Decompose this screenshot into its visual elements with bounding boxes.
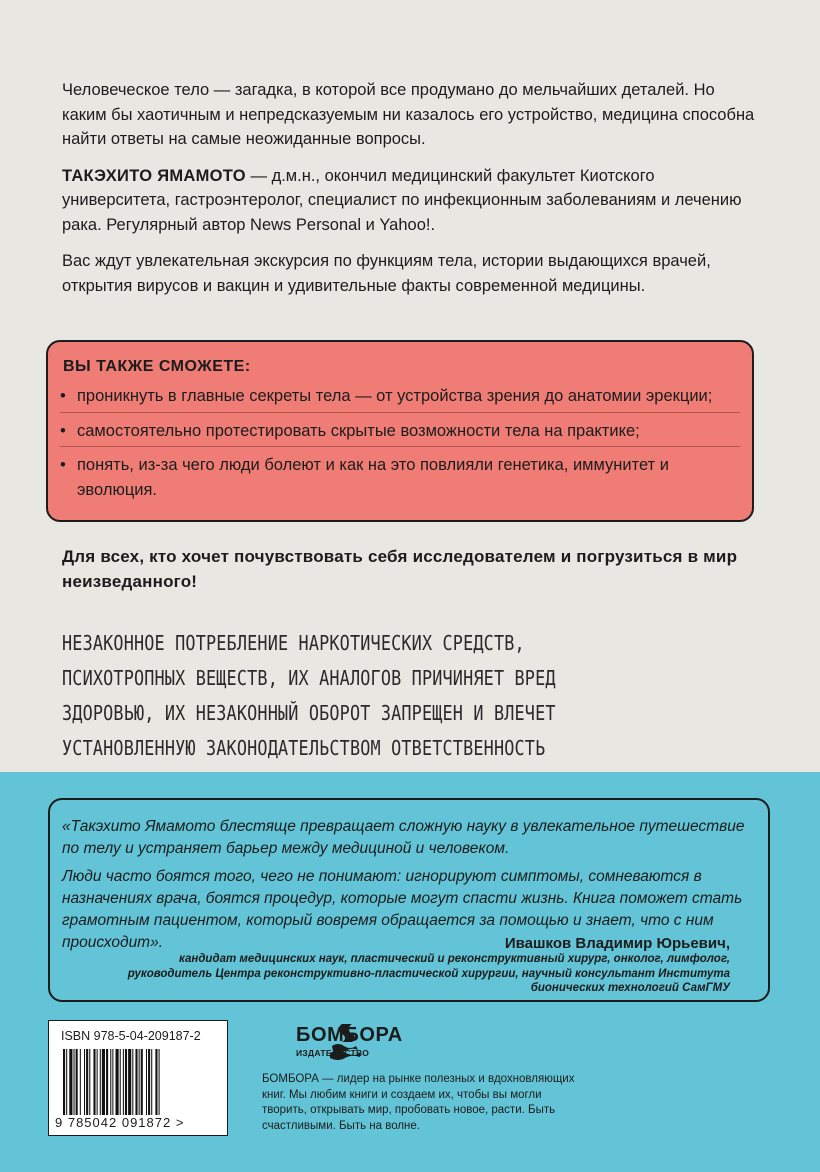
bullet-icon: • (60, 421, 66, 440)
intro-text (62, 78, 762, 310)
publisher-logo-name: БОМБОРА (296, 1024, 403, 1046)
publisher-logo-subtitle: ИЗДАТЕЛЬСТВО (296, 1048, 370, 1058)
list-item-text: проникнуть в главные секреты тела — от устройства зрения до анатомии эрекции; (77, 387, 713, 405)
barcode-box (48, 1020, 228, 1136)
bullet-icon: • (60, 456, 66, 474)
publisher-description: БОМБОРА — лидер на рынке полезных и вдохновляющих книг. Мы любим книги и создаем их, чтобы вы могли творить, открывать мир, пробовать новое, расти. Быть счастливыми. Быть на волне. (262, 1073, 575, 1132)
intro-paragraph-1: Человеческое тело — загадка, в которой все продумано до мельчайших деталей. Но каким бы хаотичным и непредсказуемым ни казалось его устройство, медицина способна найти ответы на самые неожиданные вопросы. (62, 81, 755, 148)
features-list (60, 384, 740, 505)
list-item (60, 446, 740, 502)
tagline: Для всех, кто хочет почувствовать себя исследователем и погрузиться в мир неизведанного! (62, 547, 738, 591)
list-item (60, 384, 740, 409)
legal-warning: НЕЗАКОННОЕ ПОТРЕБЛЕНИЕ НАРКОТИЧЕСКИХ СРЕДСТВ, ПСИХОТРОПНЫХ ВЕЩЕСТВ, ИХ АНАЛОГОВ ПРИЧИНЯЕТ ВРЕД ЗДОРОВЬЮ, ИХ НЕЗАКОННЫЙ ОБОРОТ ЗАПРЕЩЕН И ВЛЕЧЕТ УСТАНОВЛЕННУЮ ЗАКОНОДАТЕЛЬСТВОМ ОТВЕТСТВЕННОСТЬ (62, 631, 556, 760)
intro-paragraph-3: Вас ждут увлекательная экскурсия по функциям тела, истории выдающихся врачей, открытия вирусов и вакцин и удивительные факты современной медицины. (62, 252, 711, 295)
list-item-text: самостоятельно протестировать скрытые возможности тела на практике; (77, 421, 640, 440)
reviewer-name: Ивашков Владимир Юрьевич, (504, 935, 730, 952)
author-name: ТАКЭХИТО ЯМАМОТО (62, 166, 246, 185)
reviewer-credentials: кандидат медицинских наук, пластический и реконструктивный хирург, онколог, лимфолог, руководитель Центра реконструктивно-пластической хирургии, научный консультант Института бионических технологий СамГМУ (127, 953, 730, 994)
callout-title: ВЫ ТАКЖЕ СМОЖЕТЕ: (63, 358, 251, 375)
author-paragraph (62, 164, 762, 238)
features-callout (46, 340, 754, 522)
quote-paragraph-1: «Такэхито Ямамото блестяще превращает сложную науку в увлекательное путешествие по телу и устраняет барьер между медициной и человеком. (62, 818, 745, 857)
author-bio: — д.м.н., окончил медицинский факультет Киотского университета, гастроэнтеролог, специалист по инфекционным заболеваниям и лечению рака. Регулярный автор News Personal и Yahoo!. (62, 166, 742, 234)
bullet-icon: • (60, 387, 66, 405)
quote-paragraph-2: Люди часто боятся того, чего не понимают: игнорируют симптомы, сомневаются в назначениях врача, боятся процедур, которые могут спасти жизнь. Книга поможет стать грамотным пациентом, который вовремя обращается за помощью и знает, что с ним происходит». (62, 868, 743, 951)
list-item (60, 412, 740, 444)
list-item-text: понять, из-за чего люди болеют и как на это повлияли генетика, иммунитет и эволюция. (77, 456, 669, 499)
barcode-number: 9 785042 091872 > (55, 1115, 185, 1130)
barcode-icon (63, 1049, 213, 1115)
isbn-label: ISBN 978-5-04-209187-2 (61, 1029, 201, 1043)
